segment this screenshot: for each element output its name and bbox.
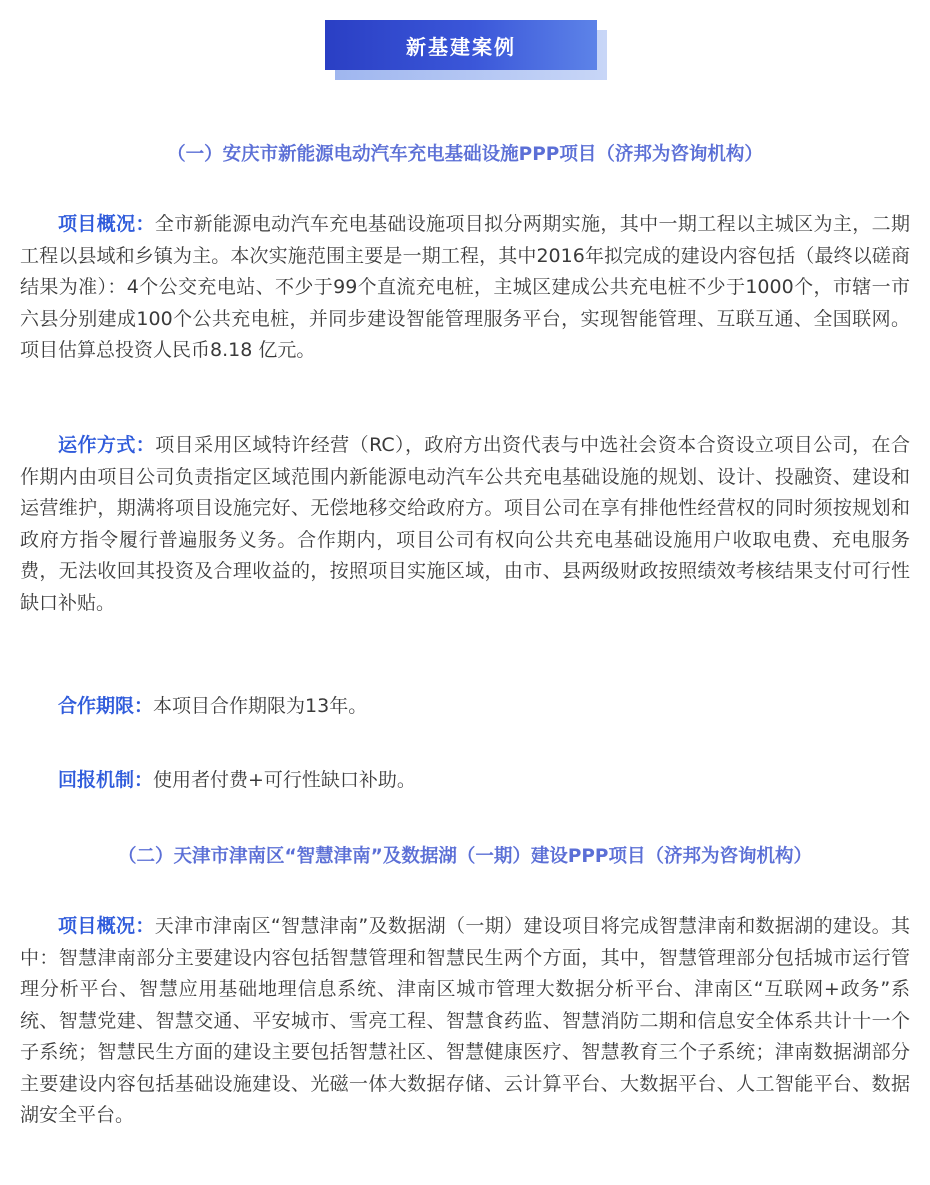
case1-overview-label: 项目概况： — [58, 213, 155, 235]
case1-operation-label: 运作方式： — [58, 434, 156, 456]
case1-overview-paragraph — [20, 209, 910, 367]
case1-term-label: 合作期限： — [58, 695, 154, 717]
case1-term-text: 本项目合作期限为13年。 — [153, 695, 368, 717]
case1-return-label: 回报机制： — [58, 769, 154, 791]
case2-overview-label: 项目概况： — [58, 915, 155, 937]
case1-operation-text: 项目采用区域特许经营（RC），政府方出资代表与中选社会资本合资设立项目公司，在合作期内由项目公司负责指定区域范围内新能源电动汽车公共充电基础设施的规划、设计、投融资、建设和运营维护，期满将项目设施完好、无偿地移交给政府方。项目公司在享有排他性经营权的同时须按规划和政府方指令履行普遍服务义务。合作期内，项目公司有权向公共充电基础设施用户收取电费、充电服务费，无法收回其投资及合理收益的，按照项目实施区域，由市、县两级财政按照绩效考核结果支付可行性缺口补贴。 — [20, 434, 910, 614]
case2-title: （二）天津市津南区“智慧津南”及数据湖（一期）建设PPP项目（济邦为咨询机构） — [118, 846, 812, 867]
case1-title: （一）安庆市新能源电动汽车充电基础设施PPP项目（济邦为咨询机构） — [167, 144, 763, 165]
case1-term-paragraph — [20, 691, 910, 723]
case1-overview-text: 全市新能源电动汽车充电基础设施项目拟分两期实施，其中一期工程以主城区为主，二期工程以县域和乡镇为主。本次实施范围主要是一期工程，其中2016年拟完成的建设内容包括（最终以磋商结果为准）：4个公交充电站、不少于99个直流充电桩，主城区建成公共充电桩不少于1000个，市辖一市六县分别建成100个公共充电桩，并同步建设智能管理服务平台，实现智能管理、互联互通、全国联网。项目估算总投资人民币8.18 亿元。 — [20, 213, 910, 361]
case1-return-paragraph — [20, 765, 910, 797]
case2-overview-text: 天津市津南区“智慧津南”及数据湖（一期）建设项目将完成智慧津南和数据湖的建设。其中：智慧津南部分主要建设内容包括智慧管理和智慧民生两个方面，其中，智慧管理部分包括城市运行管理分析平台、智慧应用基础地理信息系统、津南区城市管理大数据分析平台、津南区“互联网+政务”系统、智慧党建、智慧交通、平安城市、雪亮工程、智慧食药监、智慧消防二期和信息安全体系共计十一个子系统；智慧民生方面的建设主要包括智慧社区、智慧健康医疗、智慧教育三个子系统；津南数据湖部分主要建设内容包括基础设施建设、光磁一体大数据存储、云计算平台、大数据平台、人工智能平台、数据湖安全平台。 — [20, 915, 910, 1126]
case1-operation-paragraph — [20, 430, 910, 619]
case2-overview-paragraph — [20, 911, 910, 1132]
section-banner — [325, 20, 610, 82]
case1-return-text: 使用者付费+可行性缺口补助。 — [153, 769, 416, 791]
banner-title: 新基建案例 — [325, 20, 597, 70]
